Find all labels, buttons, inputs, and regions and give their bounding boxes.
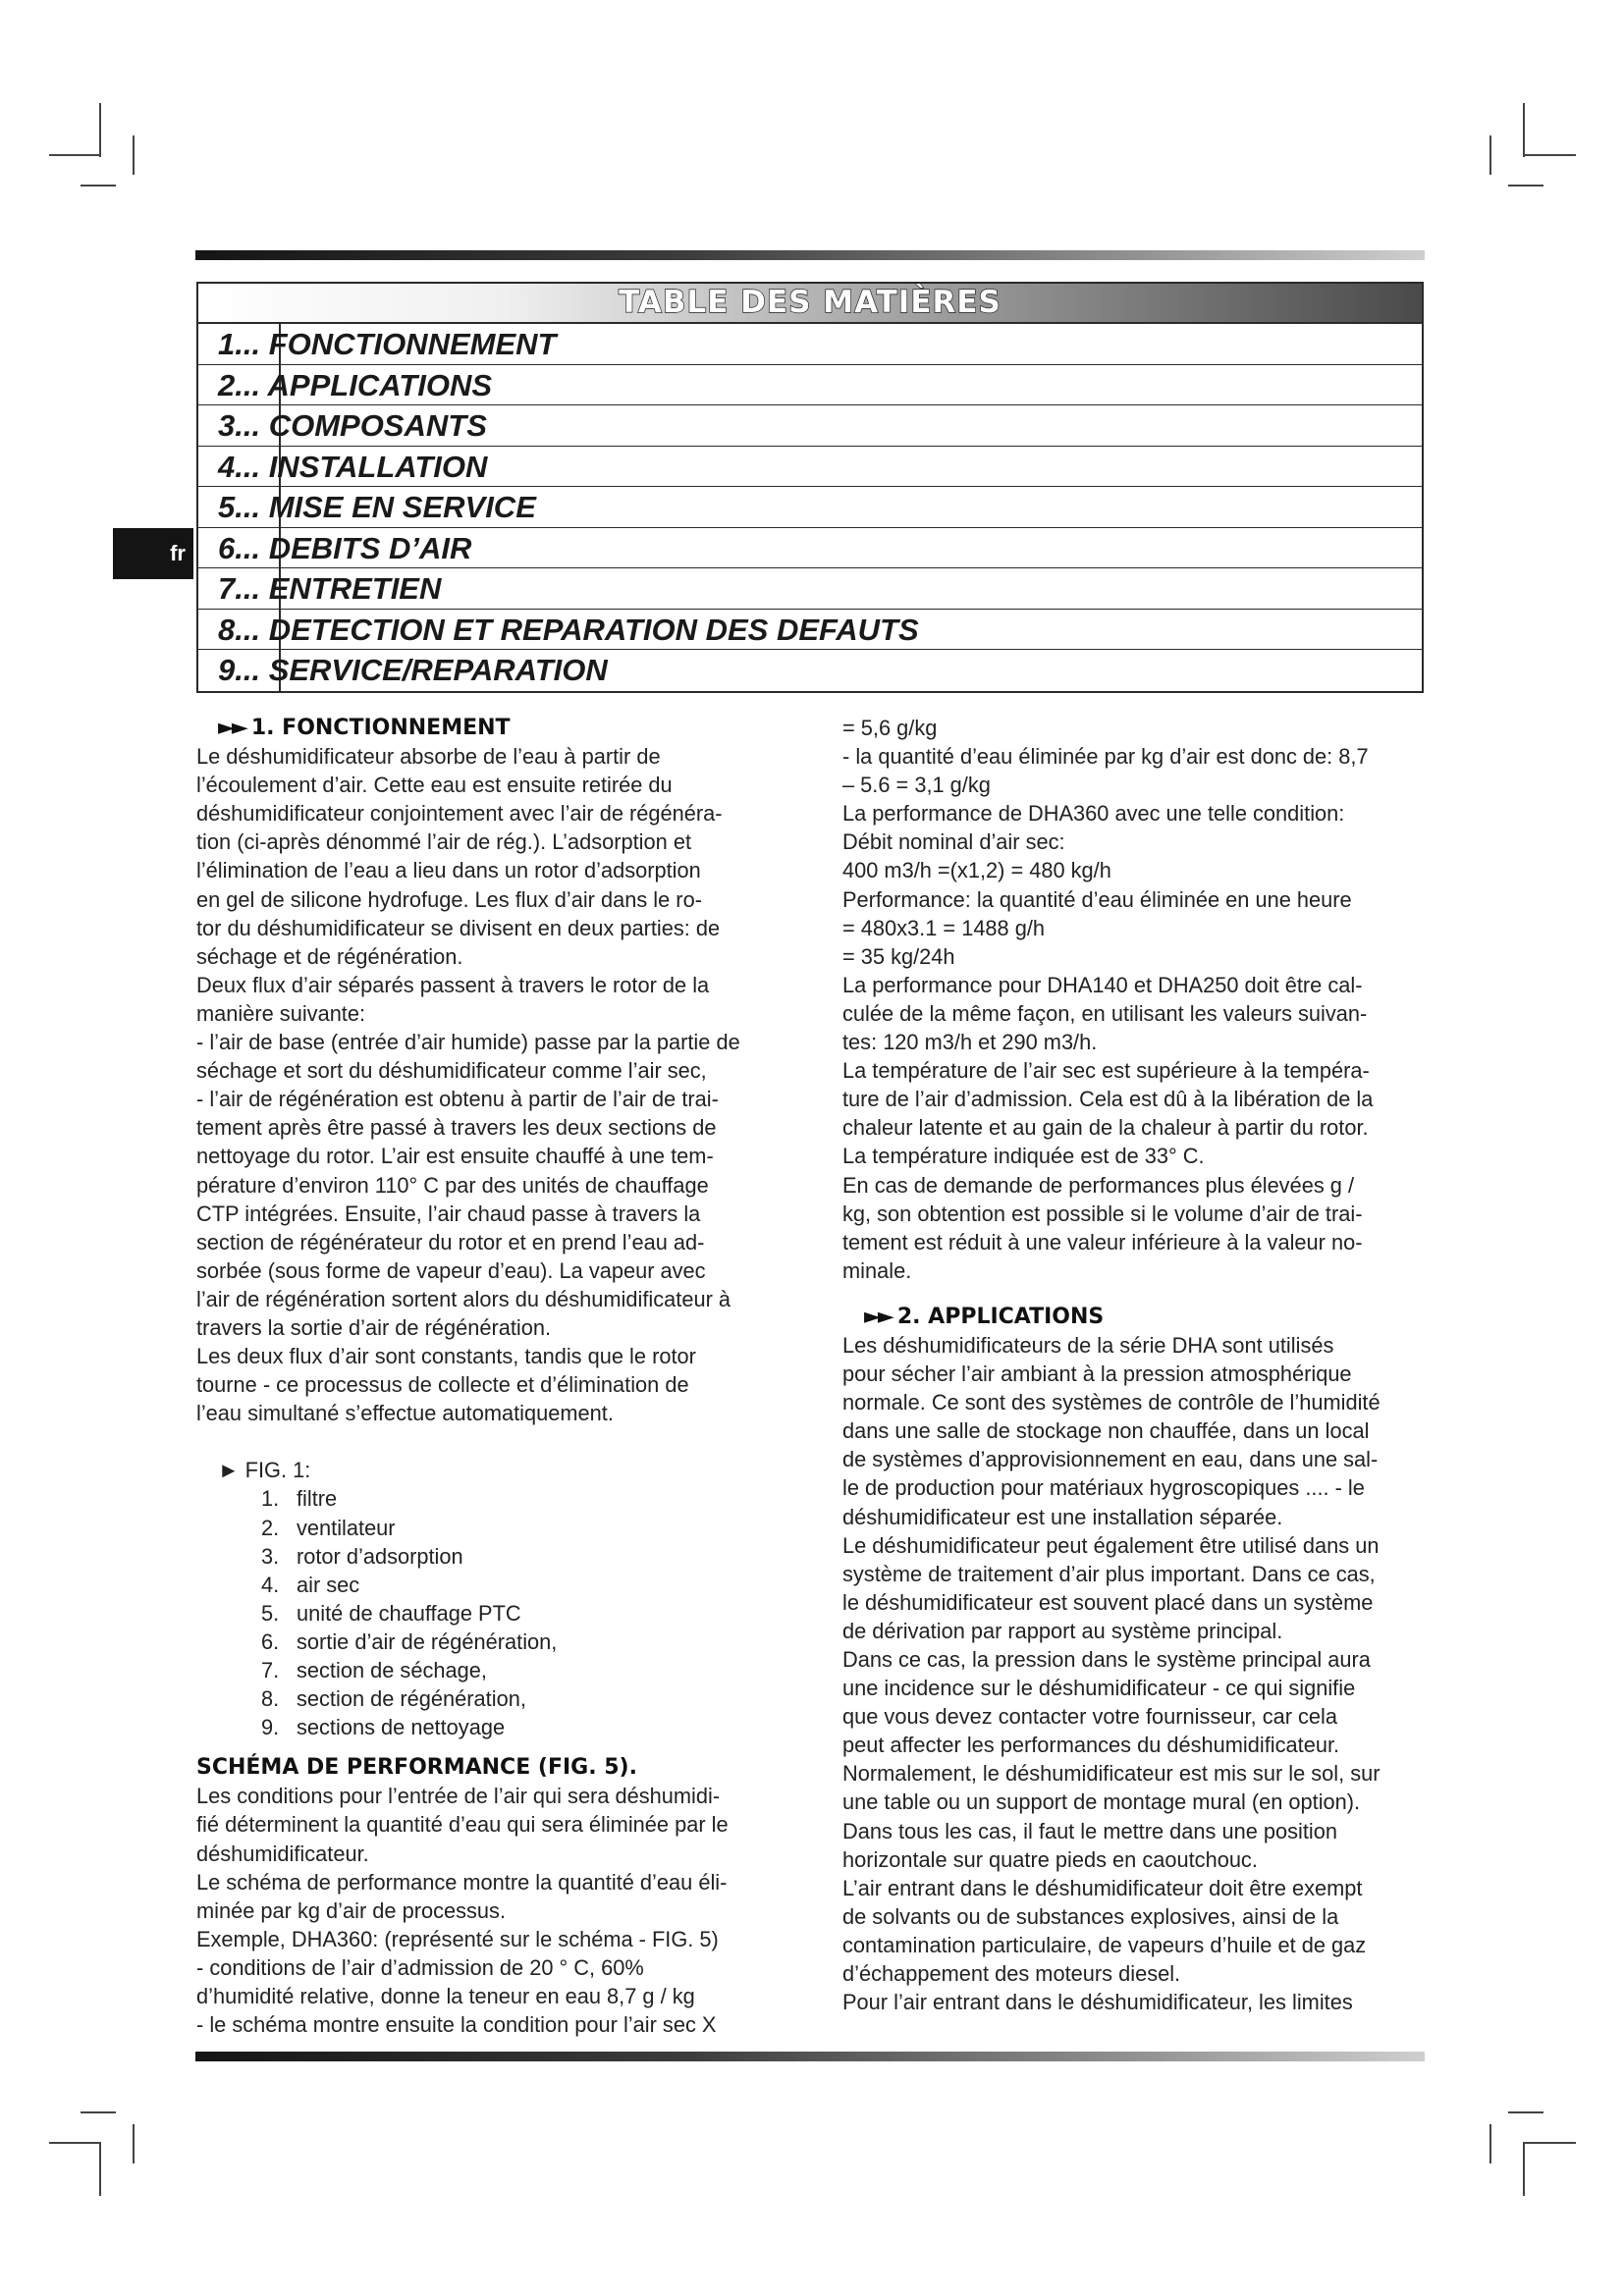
crop-mark-br-v2: [1489, 2124, 1491, 2163]
schema-body: [196, 1782, 807, 2039]
crop-mark-tl-v2: [133, 135, 135, 175]
list-item-text: rotor d’adsorption: [297, 1543, 463, 1569]
text-line: Les déshumidificateurs de la série DHA sont utilisés: [842, 1332, 1334, 1358]
text-line: déshumidificateur est une installation séparée.: [842, 1504, 1283, 1529]
text-line: déshumidificateur conjointement avec l’air de régénéra-: [196, 801, 723, 827]
text-line: ture de l’air d’admission. Cela est dû à la libération de la: [842, 1087, 1374, 1112]
figure-legend-list: [196, 1484, 807, 1741]
crop-mark-tr-v: [1523, 103, 1525, 157]
text-line: En cas de demande de performances plus élevées g /: [842, 1172, 1355, 1198]
list-item-number: 7.: [261, 1658, 280, 1682]
list-item-number: 4.: [261, 1572, 280, 1597]
text-line: La température de l’air sec est supérieure à la tempéra-: [842, 1058, 1370, 1084]
text-line: l’écoulement d’air. Cette eau est ensuite retirée du: [196, 773, 673, 798]
list-item: [196, 1713, 807, 1741]
double-arrow-icon: ►►: [864, 1304, 892, 1329]
text-line: peut affecter les performances du déshumidificateur.: [842, 1733, 1340, 1758]
text-line: une incidence sur le déshumidificateur - ce qui signifie: [842, 1676, 1356, 1701]
toc-item[interactable]: 4... INSTALLATION: [198, 447, 1422, 488]
text-line: séchage et sort du déshumidificateur comme l’air sec,: [196, 1058, 707, 1084]
crop-mark-bl-v2: [133, 2124, 135, 2163]
text-line: = 35 kg/24h: [842, 943, 955, 969]
text-line: - la quantité d’eau éliminée par kg d’air est donc de: 8,7: [842, 744, 1369, 770]
text-line: Exemple, DHA360: (représenté sur le schéma - FIG. 5): [196, 1926, 719, 1951]
text-line: La performance pour DHA140 et DHA250 doit être cal-: [842, 972, 1363, 997]
text-line: de solvants ou de substances explosives, ainsi de la: [842, 1903, 1339, 1929]
spacer: [196, 1427, 807, 1456]
toc-title: TABLE DES MATIÈRES: [619, 285, 1001, 320]
text-line: kg, son obtention est possible si le volume d’air de trai-: [842, 1201, 1363, 1226]
toc-item[interactable]: 3... COMPOSANTS: [198, 405, 1422, 447]
text-line: horizontale sur quatre pieds en caoutchouc.: [842, 1846, 1258, 1872]
text-line: – 5.6 = 3,1 g/kg: [842, 773, 991, 798]
right-column: [842, 714, 1451, 2016]
text-line: que vous devez contacter votre fournisseur, car cela: [842, 1704, 1338, 1730]
text-line: tion (ci-après dénommé l’air de rég.). L’adsorption et: [196, 829, 691, 855]
text-line: La température indiquée est de 33° C.: [842, 1144, 1205, 1169]
language-tab: fr: [113, 528, 193, 579]
list-item: [196, 1599, 807, 1628]
text-line: Performance: la quantité d’eau éliminée en une heure: [842, 886, 1352, 912]
text-line: La performance de DHA360 avec une telle condition:: [842, 801, 1345, 827]
text-line: Le schéma de performance montre la quantité d’eau éli-: [196, 1869, 728, 1895]
crop-mark-tr-h2: [1508, 185, 1543, 187]
list-item: [196, 1514, 807, 1542]
crop-mark-tr-h: [1525, 154, 1576, 156]
crop-mark-tr-v2: [1489, 135, 1491, 175]
spacer: [842, 1285, 1451, 1303]
text-line: - l’air de régénération est obtenu à partir de l’air de trai-: [196, 1087, 719, 1112]
text-line: contamination particulaire, de vapeurs d’huile et de gaz: [842, 1932, 1367, 1957]
text-line: - l’air de base (entrée d’air humide) passe par la partie de: [196, 1030, 740, 1055]
text-line: Le déshumidificateur absorbe de l’eau à partir de: [196, 744, 661, 770]
text-line: normale. Ce sont des systèmes de contrôle de l’humidité: [842, 1390, 1380, 1415]
bottom-rule: [195, 2052, 1425, 2061]
text-line: CTP intégrées. Ensuite, l’air chaud passe à travers la: [196, 1201, 701, 1226]
text-line: Deux flux d’air séparés passent à travers le rotor de la: [196, 972, 710, 997]
list-item-number: 5.: [261, 1600, 280, 1626]
list-item-number: 8.: [261, 1686, 280, 1712]
text-line: Normalement, le déshumidificateur est mis sur le sol, sur: [842, 1761, 1380, 1787]
list-item-text: unité de chauffage PTC: [297, 1600, 521, 1626]
toc-item[interactable]: 8... DETECTION ET REPARATION DES DEFAUTS: [198, 610, 1422, 651]
text-line: minée par kg d’air de processus.: [196, 1897, 507, 1923]
text-line: Dans tous les cas, il faut le mettre dans une position: [842, 1818, 1338, 1843]
text-line: Les deux flux d’air sont constants, tandis que le rotor: [196, 1344, 696, 1369]
fonctionnement-body: [196, 742, 807, 1427]
text-line: l’eau simultané s’effectue automatiquement.: [196, 1401, 614, 1426]
toc-header: [198, 284, 1422, 324]
list-item-text: sections de nettoyage: [297, 1715, 506, 1740]
text-line: de systèmes d’approvisionnement en eau, dans une sal-: [842, 1447, 1379, 1472]
list-item-text: section de séchage,: [297, 1658, 487, 1682]
double-arrow-icon: ►►: [218, 716, 245, 740]
toc-item[interactable]: 2... APPLICATIONS: [198, 365, 1422, 406]
section-heading-applications: ►► 2. APPLICATIONS: [864, 1304, 1105, 1329]
toc-item[interactable]: 6... DEBITS D’AIR: [198, 528, 1422, 569]
crop-mark-tl-h2: [81, 185, 116, 187]
list-item: [196, 1656, 807, 1684]
performance-example-body: [842, 714, 1451, 1285]
text-line: - le schéma montre ensuite la condition pour l’air sec X: [196, 2012, 717, 2038]
text-line: nettoyage du rotor. L’air est ensuite chauffé à une tem-: [196, 1144, 714, 1169]
text-line: d’échappement des moteurs diesel.: [842, 1961, 1181, 1987]
toc-item[interactable]: 7... ENTRETIEN: [198, 568, 1422, 610]
text-line: pour sécher l’air ambiant à la pression atmosphérique: [842, 1362, 1352, 1387]
crop-mark-bl-h: [49, 2142, 100, 2144]
list-item-number: 3.: [261, 1543, 280, 1569]
text-line: tourne - ce processus de collecte et d’élimination de: [196, 1372, 689, 1398]
text-line: l’élimination de l’eau a lieu dans un rotor d’adsorption: [196, 858, 701, 883]
list-item-text: filtre: [297, 1486, 338, 1512]
text-line: sorbée (sous forme de vapeur d’eau). La vapeur avec: [196, 1257, 706, 1283]
list-item: [196, 1684, 807, 1713]
text-line: une table ou un support de montage mural (en option).: [842, 1789, 1361, 1815]
text-line: le de production pour matériaux hygroscopiques .... - le: [842, 1475, 1365, 1501]
crop-mark-bl-v: [99, 2142, 101, 2196]
list-item: [196, 1628, 807, 1656]
text-line: Pour l’air entrant dans le déshumidificateur, les limites: [842, 1990, 1353, 2015]
arrow-icon: ►: [218, 1458, 240, 1483]
list-item-number: 1.: [261, 1486, 280, 1512]
text-line: Dans ce cas, la pression dans le système principal aura: [842, 1647, 1371, 1672]
text-line: tor du déshumidificateur se divisent en deux parties: de: [196, 915, 721, 940]
text-line: travers la sortie d’air de régénération.: [196, 1314, 552, 1340]
toc-item[interactable]: 5... MISE EN SERVICE: [198, 487, 1422, 528]
text-line: de dérivation par rapport au système principal.: [842, 1618, 1283, 1643]
crop-mark-br-h: [1525, 2142, 1576, 2144]
list-item-text: air sec: [297, 1572, 360, 1597]
crop-mark-br-h2: [1508, 2111, 1543, 2113]
list-item: [196, 1484, 807, 1513]
text-line: = 5,6 g/kg: [842, 716, 938, 740]
fig-label: ► FIG. 1:: [218, 1458, 311, 1483]
text-line: fié déterminent la quantité d’eau qui sera éliminée par le: [196, 1812, 729, 1838]
top-rule: [195, 250, 1425, 260]
text-line: séchage et de régénération.: [196, 943, 463, 969]
text-line: tement est réduit à une valeur inférieure à la valeur no-: [842, 1229, 1363, 1255]
list-item-number: 9.: [261, 1715, 280, 1740]
text-line: 400 m3/h =(x1,2) = 480 kg/h: [842, 858, 1111, 883]
toc-item[interactable]: 1... FONCTIONNEMENT: [198, 324, 1422, 365]
list-item-text: ventilateur: [297, 1515, 396, 1540]
text-line: le déshumidificateur est souvent placé dans un système: [842, 1589, 1374, 1615]
text-line: l’air de régénération sortent alors du déshumidificateur à: [196, 1286, 731, 1311]
text-line: système de traitement d’air plus important. Dans ce cas,: [842, 1561, 1376, 1586]
text-line: L’air entrant dans le déshumidificateur doit être exempt: [842, 1875, 1363, 1900]
text-line: Débit nominal d’air sec:: [842, 829, 1065, 855]
text-line: culée de la même façon, en utilisant les valeurs suivan-: [842, 1000, 1368, 1026]
crop-mark-tl-h: [49, 154, 100, 156]
text-line: - conditions de l’air d’admission de 20 ° C, 60%: [196, 1954, 644, 1980]
list-item-number: 2.: [261, 1515, 280, 1540]
text-line: tement après être passé à travers les deux sections de: [196, 1115, 717, 1141]
text-line: en gel de silicone hydrofuge. Les flux d’air dans le ro-: [196, 886, 702, 912]
spacer: [196, 1741, 807, 1753]
crop-mark-tl-v: [99, 103, 101, 157]
section-heading-schema: SCHÉMA DE PERFORMANCE (FIG. 5).: [196, 1755, 637, 1781]
list-item-text: section de régénération,: [297, 1686, 526, 1712]
list-item: [196, 1542, 807, 1571]
left-column: [196, 714, 807, 2039]
text-line: Le déshumidificateur peut également être utilisé dans un: [842, 1532, 1380, 1558]
text-line: = 480x3.1 = 1488 g/h: [842, 915, 1046, 940]
text-line: dans une salle de stockage non chauffée, dans un local: [842, 1418, 1370, 1444]
crop-mark-br-v: [1523, 2142, 1525, 2196]
text-line: d’humidité relative, donne la teneur en eau 8,7 g / kg: [196, 1984, 695, 2009]
text-line: manière suivante:: [196, 1000, 366, 1026]
text-line: déshumidificateur.: [196, 1841, 369, 1866]
text-line: Les conditions pour l’entrée de l’air qui sera déshumidi-: [196, 1784, 721, 1809]
text-line: chaleur latente et au gain de la chaleur à partir du rotor.: [842, 1115, 1369, 1141]
section-heading-fonctionnement: ►► 1. FONCTIONNEMENT: [218, 716, 511, 740]
crop-mark-bl-h2: [81, 2111, 116, 2113]
text-line: minale.: [842, 1257, 912, 1283]
text-line: tes: 120 m3/h et 290 m3/h.: [842, 1030, 1098, 1055]
text-line: pérature d’environ 110° C par des unités de chauffage: [196, 1172, 709, 1198]
list-item-text: sortie d’air de régénération,: [297, 1629, 558, 1654]
list-item: [196, 1571, 807, 1599]
applications-body: [842, 1331, 1451, 2016]
toc-item[interactable]: 9... SERVICE/REPARATION: [218, 653, 608, 687]
list-item-number: 6.: [261, 1629, 280, 1654]
text-line: section de régénérateur du rotor et en prend l’eau ad-: [196, 1229, 705, 1255]
table-of-contents: [196, 282, 1424, 693]
